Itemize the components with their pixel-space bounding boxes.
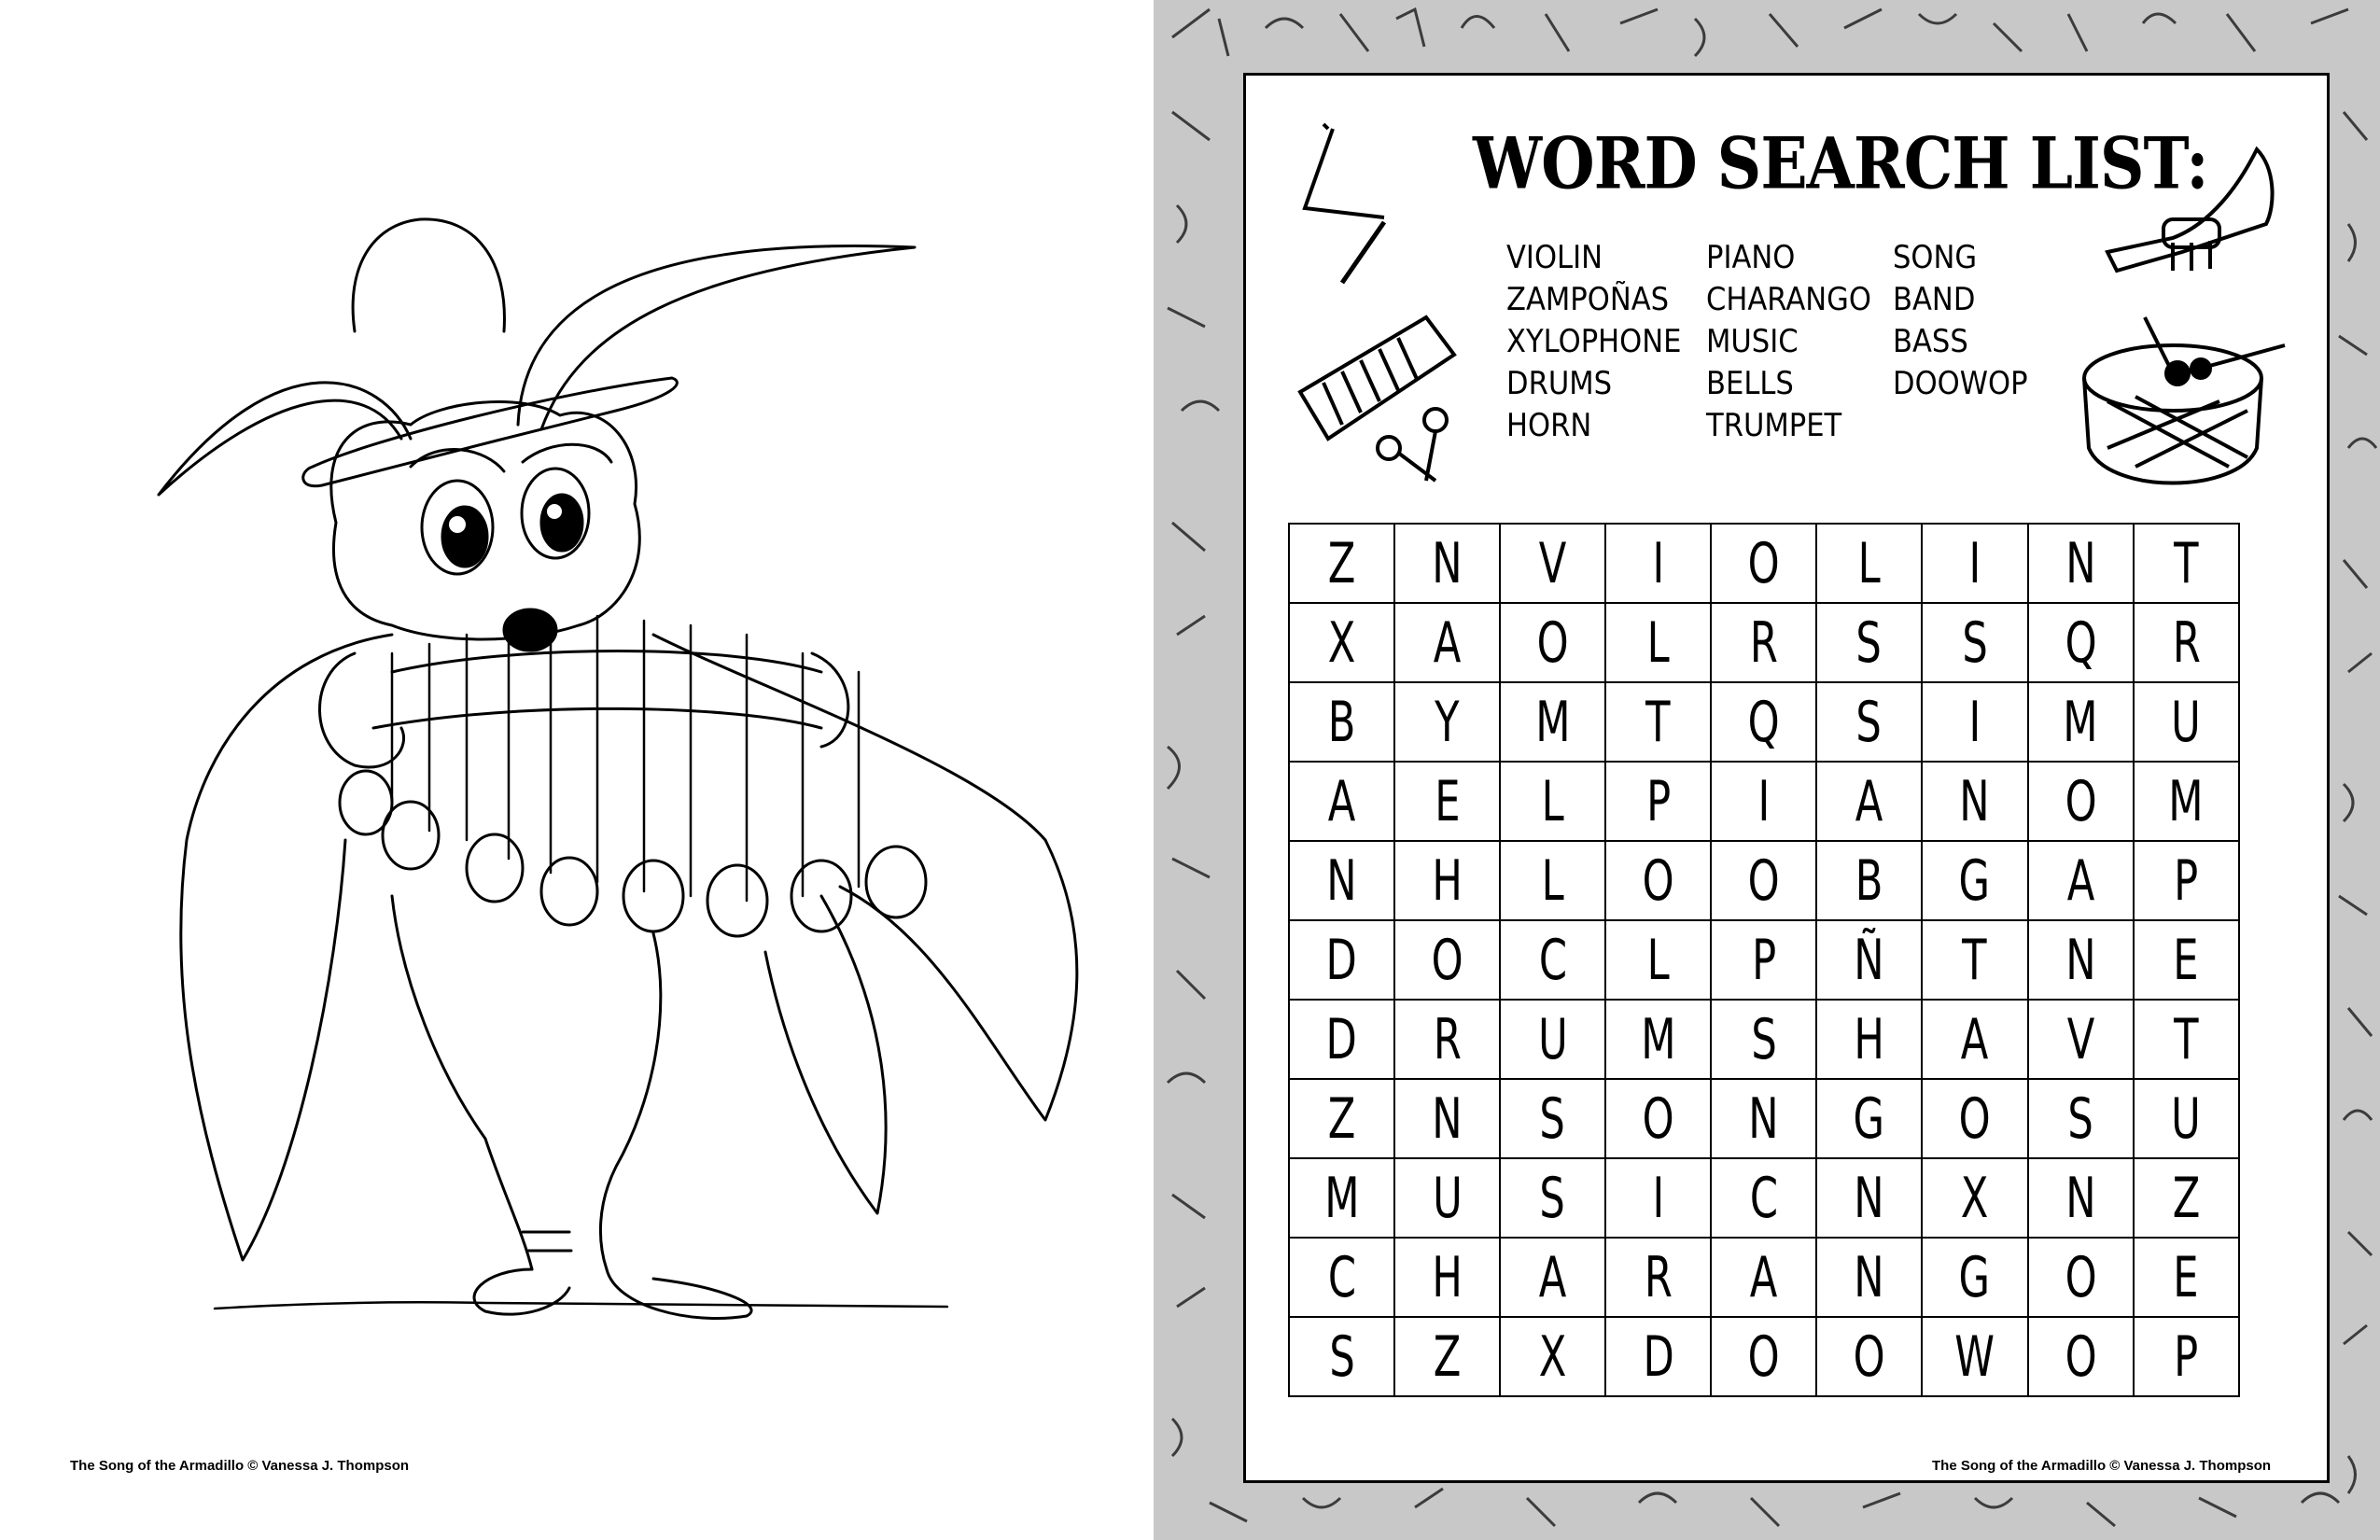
- grid-cell[interactable]: [1500, 1158, 1605, 1238]
- grid-cell[interactable]: [1605, 1158, 1711, 1238]
- grid-cell[interactable]: [1289, 682, 1394, 762]
- grid-letter: P: [1645, 768, 1671, 834]
- grid-cell[interactable]: [1605, 1079, 1711, 1158]
- grid-letter: G: [1958, 1244, 1991, 1310]
- grid-cell[interactable]: [1500, 920, 1605, 1000]
- grid-letter: T: [2174, 1006, 2199, 1072]
- grid-letter: M: [2063, 689, 2098, 755]
- grid-cell[interactable]: [2028, 762, 2134, 841]
- grid-letter: T: [1962, 927, 1987, 993]
- grid-cell[interactable]: [1816, 1079, 1922, 1158]
- grid-cell[interactable]: [1816, 1238, 1922, 1317]
- grid-letter: N: [1959, 768, 1990, 834]
- grid-cell[interactable]: [1289, 1317, 1394, 1396]
- word-list-item: CHARANGO: [1706, 281, 1871, 318]
- grid-letter: Z: [1433, 1323, 1462, 1390]
- grid-row: [1289, 841, 2239, 920]
- grid-cell[interactable]: [1394, 1317, 1500, 1396]
- grid-letter: M: [1323, 1165, 1360, 1231]
- grid-cell[interactable]: [1922, 524, 2028, 603]
- grid-letter: H: [1432, 847, 1463, 914]
- grid-letter: I: [1968, 689, 1981, 755]
- grid-letter: M: [2168, 768, 2205, 834]
- grid-letter: Q: [2065, 609, 2097, 676]
- word-list-item: PIANO: [1706, 239, 1796, 276]
- grid-letter: N: [1748, 1085, 1779, 1152]
- grid-cell[interactable]: [2134, 1158, 2239, 1238]
- grid-cell[interactable]: [1922, 1000, 2028, 1079]
- grid-letter: S: [1855, 609, 1883, 676]
- grid-cell[interactable]: [1289, 524, 1394, 603]
- grid-cell[interactable]: [1816, 1158, 1922, 1238]
- grid-cell[interactable]: [1500, 762, 1605, 841]
- grid-cell[interactable]: [2028, 841, 2134, 920]
- grid-letter: B: [1327, 689, 1356, 755]
- grid-cell[interactable]: [1711, 1079, 1816, 1158]
- grid-cell[interactable]: [2134, 603, 2239, 682]
- grid-letter: Z: [2172, 1165, 2201, 1231]
- grid-cell[interactable]: [1816, 682, 1922, 762]
- grid-cell[interactable]: [1500, 682, 1605, 762]
- grid-letter: S: [1328, 1323, 1355, 1390]
- grid-letter: Y: [1435, 689, 1460, 755]
- grid-letter: A: [1538, 1244, 1567, 1310]
- grid-letter: U: [1432, 1165, 1463, 1231]
- grid-letter: A: [1749, 1244, 1778, 1310]
- grid-cell[interactable]: [1922, 1238, 2028, 1317]
- grid-cell[interactable]: [1816, 1000, 1922, 1079]
- grid-letter: I: [1968, 530, 1981, 596]
- grid-row: [1289, 762, 2239, 841]
- grid-letter: I: [1652, 530, 1665, 596]
- grid-row: [1289, 1317, 2239, 1396]
- grid-cell[interactable]: [1711, 603, 1816, 682]
- grid-cell[interactable]: [2028, 1000, 2134, 1079]
- grid-cell[interactable]: [1816, 762, 1922, 841]
- grid-cell[interactable]: [1922, 1158, 2028, 1238]
- grid-cell[interactable]: [1289, 920, 1394, 1000]
- word-list-item: BAND: [1893, 281, 1976, 318]
- grid-letter: C: [1538, 927, 1567, 993]
- grid-letter: R: [2172, 609, 2201, 676]
- grid-cell[interactable]: [1816, 841, 1922, 920]
- grid-letter: N: [1432, 1085, 1463, 1152]
- grid-cell[interactable]: [1922, 841, 2028, 920]
- word-list-item: BASS: [1893, 323, 1968, 360]
- grid-letter: O: [1642, 1085, 1674, 1152]
- xylophone-icon: [1295, 308, 1482, 495]
- word-list-column-2: [1706, 237, 1890, 447]
- grid-letter: U: [1537, 1006, 1568, 1072]
- grid-letter: I: [1757, 768, 1770, 834]
- grid-cell[interactable]: [1605, 682, 1711, 762]
- grid-cell[interactable]: [1605, 1238, 1711, 1317]
- grid-row: [1289, 682, 2239, 762]
- word-list-item: HORN: [1506, 407, 1592, 444]
- grid-cell[interactable]: [1605, 603, 1711, 682]
- grid-cell[interactable]: [1711, 1238, 1816, 1317]
- grid-letter: N: [2065, 530, 2096, 596]
- grid-letter: T: [2174, 530, 2199, 596]
- grid-cell[interactable]: [1605, 920, 1711, 1000]
- grid-cell[interactable]: [1605, 841, 1711, 920]
- grid-letter: U: [2171, 1085, 2202, 1152]
- right-page-caption: The Song of the Armadillo © Vanessa J. Thompson: [1932, 1458, 2272, 1474]
- grid-cell[interactable]: [1922, 1079, 2028, 1158]
- grid-cell[interactable]: [1394, 524, 1500, 603]
- grid-cell[interactable]: [2028, 920, 2134, 1000]
- grid-letter: O: [1536, 609, 1569, 676]
- grid-row: [1289, 524, 2239, 603]
- grid-letter: R: [1749, 609, 1778, 676]
- grid-cell[interactable]: [1394, 1158, 1500, 1238]
- grid-letter: N: [2065, 1165, 2096, 1231]
- drum-icon: [2070, 308, 2294, 495]
- word-list-item: DRUMS: [1506, 365, 1613, 402]
- grid-cell[interactable]: [1500, 603, 1605, 682]
- grid-cell[interactable]: [1711, 1158, 1816, 1238]
- grid-cell[interactable]: [1289, 1158, 1394, 1238]
- grid-cell[interactable]: [1711, 1000, 1816, 1079]
- grid-cell[interactable]: [2134, 1000, 2239, 1079]
- grid-cell[interactable]: [1605, 1317, 1711, 1396]
- grid-letter: L: [1646, 927, 1670, 993]
- grid-letter: S: [1961, 609, 1988, 676]
- grid-cell[interactable]: [1711, 841, 1816, 920]
- grid-letter: E: [1434, 768, 1461, 834]
- grid-cell[interactable]: [2134, 762, 2239, 841]
- grid-cell[interactable]: [1711, 1317, 1816, 1396]
- armadillo-panpipe-illustration: [0, 0, 1154, 1540]
- grid-letter: P: [2174, 847, 2199, 914]
- grid-cell[interactable]: [1394, 1079, 1500, 1158]
- grid-cell[interactable]: [1500, 1317, 1605, 1396]
- grid-letter: T: [1645, 689, 1671, 755]
- grid-cell[interactable]: [1394, 841, 1500, 920]
- grid-cell[interactable]: [2134, 1317, 2239, 1396]
- grid-cell[interactable]: [2134, 920, 2239, 1000]
- grid-cell[interactable]: [1289, 1238, 1394, 1317]
- grid-cell[interactable]: [1816, 524, 1922, 603]
- word-list-column-3: [1893, 237, 2043, 405]
- grid-cell[interactable]: [1500, 841, 1605, 920]
- grid-letter: S: [1539, 1165, 1566, 1231]
- grid-cell[interactable]: [2134, 524, 2239, 603]
- grid-cell[interactable]: [1711, 682, 1816, 762]
- grid-letter: E: [2173, 1244, 2200, 1310]
- grid-letter: X: [1538, 1323, 1567, 1390]
- grid-letter: O: [1747, 530, 1780, 596]
- grid-cell[interactable]: [2028, 1317, 2134, 1396]
- grid-letter: A: [1433, 609, 1462, 676]
- word-list-item: SONG: [1893, 239, 1978, 276]
- grid-letter: M: [1640, 1006, 1676, 1072]
- grid-letter: A: [1327, 768, 1356, 834]
- grid-letter: P: [1751, 927, 1776, 993]
- word-search-grid: [1288, 523, 2240, 1397]
- grid-letter: G: [1958, 847, 1991, 914]
- grid-cell[interactable]: [1816, 603, 1922, 682]
- grid-cell[interactable]: [2134, 1079, 2239, 1158]
- grid-letter: C: [1749, 1165, 1778, 1231]
- grid-letter: X: [1960, 1165, 1989, 1231]
- grid-cell[interactable]: [1394, 762, 1500, 841]
- grid-letter: H: [1432, 1244, 1463, 1310]
- word-list-item: DOOWOP: [1893, 365, 2028, 402]
- grid-cell[interactable]: [2028, 682, 2134, 762]
- grid-letter: N: [2065, 927, 2096, 993]
- grid-letter: C: [1327, 1244, 1356, 1310]
- grid-cell[interactable]: [1500, 1000, 1605, 1079]
- grid-letter: I: [1652, 1165, 1665, 1231]
- word-list-item: MUSIC: [1706, 323, 1799, 360]
- grid-cell[interactable]: [2134, 1238, 2239, 1317]
- grid-cell[interactable]: [2134, 841, 2239, 920]
- grid-cell[interactable]: [2028, 603, 2134, 682]
- left-page: [0, 0, 1154, 1540]
- grid-letter: L: [1541, 768, 1564, 834]
- grid-letter: D: [1642, 1323, 1674, 1390]
- grid-letter: L: [1646, 609, 1670, 676]
- grid-letter: S: [1750, 1006, 1777, 1072]
- grid-cell[interactable]: [1500, 524, 1605, 603]
- grid-letter: R: [1644, 1244, 1673, 1310]
- grid-cell[interactable]: [1922, 603, 2028, 682]
- grid-letter: S: [1855, 689, 1883, 755]
- grid-letter: W: [1954, 1323, 1995, 1390]
- grid-letter: Q: [1747, 689, 1780, 755]
- grid-cell[interactable]: [1922, 920, 2028, 1000]
- grid-letter: N: [1854, 1165, 1884, 1231]
- grid-cell[interactable]: [2134, 682, 2239, 762]
- grid-cell[interactable]: [2028, 524, 2134, 603]
- grid-letter: D: [1325, 1006, 1358, 1072]
- word-list-item: ZAMPOÑAS: [1506, 281, 1670, 318]
- grid-cell[interactable]: [1922, 762, 2028, 841]
- grid-letter: X: [1327, 609, 1356, 676]
- grid-cell[interactable]: [1289, 762, 1394, 841]
- grid-letter: S: [2067, 1085, 2093, 1152]
- grid-cell[interactable]: [1711, 762, 1816, 841]
- grid-letter: A: [1960, 1006, 1989, 1072]
- grid-letter: Z: [1327, 1085, 1356, 1152]
- grid-cell[interactable]: [2028, 1158, 2134, 1238]
- grid-letter: O: [1642, 847, 1674, 914]
- grid-row: [1289, 1079, 2239, 1158]
- grid-cell[interactable]: [1711, 524, 1816, 603]
- grid-letter: N: [1854, 1244, 1884, 1310]
- grid-cell[interactable]: [1289, 603, 1394, 682]
- grid-row: [1289, 920, 2239, 1000]
- grid-letter: E: [2173, 927, 2200, 993]
- grid-letter: S: [1539, 1085, 1566, 1152]
- grid-row: [1289, 1000, 2239, 1079]
- grid-cell[interactable]: [1605, 762, 1711, 841]
- word-search-title: WORD SEARCH LIST:: [1473, 121, 2208, 205]
- grid-letter: O: [2065, 1323, 2097, 1390]
- grid-letter: L: [1857, 530, 1881, 596]
- grid-letter: Ñ: [1854, 927, 1884, 993]
- word-list-item: TRUMPET: [1706, 407, 1842, 444]
- grid-letter: O: [2065, 768, 2097, 834]
- grid-cell[interactable]: [1289, 1079, 1394, 1158]
- grid-letter: O: [1431, 927, 1463, 993]
- grid-letter: N: [1432, 530, 1463, 596]
- grid-letter: O: [1747, 1323, 1780, 1390]
- grid-cell[interactable]: [1500, 1079, 1605, 1158]
- grid-letter: P: [2174, 1323, 2199, 1390]
- grid-letter: G: [1853, 1085, 1885, 1152]
- grid-letter: B: [1855, 847, 1883, 914]
- grid-cell[interactable]: [2028, 1079, 2134, 1158]
- grid-letter: Z: [1327, 530, 1356, 596]
- word-list-item: BELLS: [1706, 365, 1794, 402]
- grid-letter: U: [2171, 689, 2202, 755]
- grid-letter: M: [1534, 689, 1571, 755]
- grid-cell[interactable]: [1605, 1000, 1711, 1079]
- grid-letter: V: [1538, 530, 1567, 596]
- grid-cell[interactable]: [1394, 1000, 1500, 1079]
- left-page-caption: The Song of the Armadillo © Vanessa J. Thompson: [70, 1458, 410, 1474]
- grid-cell[interactable]: [1816, 1317, 1922, 1396]
- grid-cell[interactable]: [1500, 1238, 1605, 1317]
- grid-letter: O: [1958, 1085, 1991, 1152]
- grid-letter: O: [1853, 1323, 1885, 1390]
- grid-letter: H: [1854, 1006, 1884, 1072]
- grid-cell[interactable]: [1394, 920, 1500, 1000]
- grid-letter: V: [2066, 1006, 2094, 1072]
- grid-cell[interactable]: [1816, 920, 1922, 1000]
- grid-cell[interactable]: [1922, 682, 2028, 762]
- grid-cell[interactable]: [1922, 1317, 2028, 1396]
- grid-letter: O: [1747, 847, 1780, 914]
- grid-letter: D: [1325, 927, 1358, 993]
- word-list-column-1: [1506, 237, 1701, 447]
- grid-letter: A: [1855, 768, 1883, 834]
- word-list-item: VIOLIN: [1506, 239, 1603, 276]
- grid-letter: A: [2066, 847, 2094, 914]
- grid-letter: N: [1326, 847, 1357, 914]
- grid-letter: O: [2065, 1244, 2097, 1310]
- grid-cell[interactable]: [1394, 603, 1500, 682]
- grid-row: [1289, 1238, 2239, 1317]
- grid-cell[interactable]: [1711, 920, 1816, 1000]
- grid-row: [1289, 1158, 2239, 1238]
- triangle-icon: [1295, 119, 1426, 278]
- grid-cell[interactable]: [1605, 524, 1711, 603]
- grid-cell[interactable]: [1394, 682, 1500, 762]
- grid-cell[interactable]: [1289, 841, 1394, 920]
- grid-letter: L: [1541, 847, 1564, 914]
- grid-cell[interactable]: [2028, 1238, 2134, 1317]
- grid-row: [1289, 603, 2239, 682]
- word-list-item: XYLOPHONE: [1506, 323, 1682, 360]
- grid-letter: R: [1433, 1006, 1462, 1072]
- grid-cell[interactable]: [1289, 1000, 1394, 1079]
- grid-cell[interactable]: [1394, 1238, 1500, 1317]
